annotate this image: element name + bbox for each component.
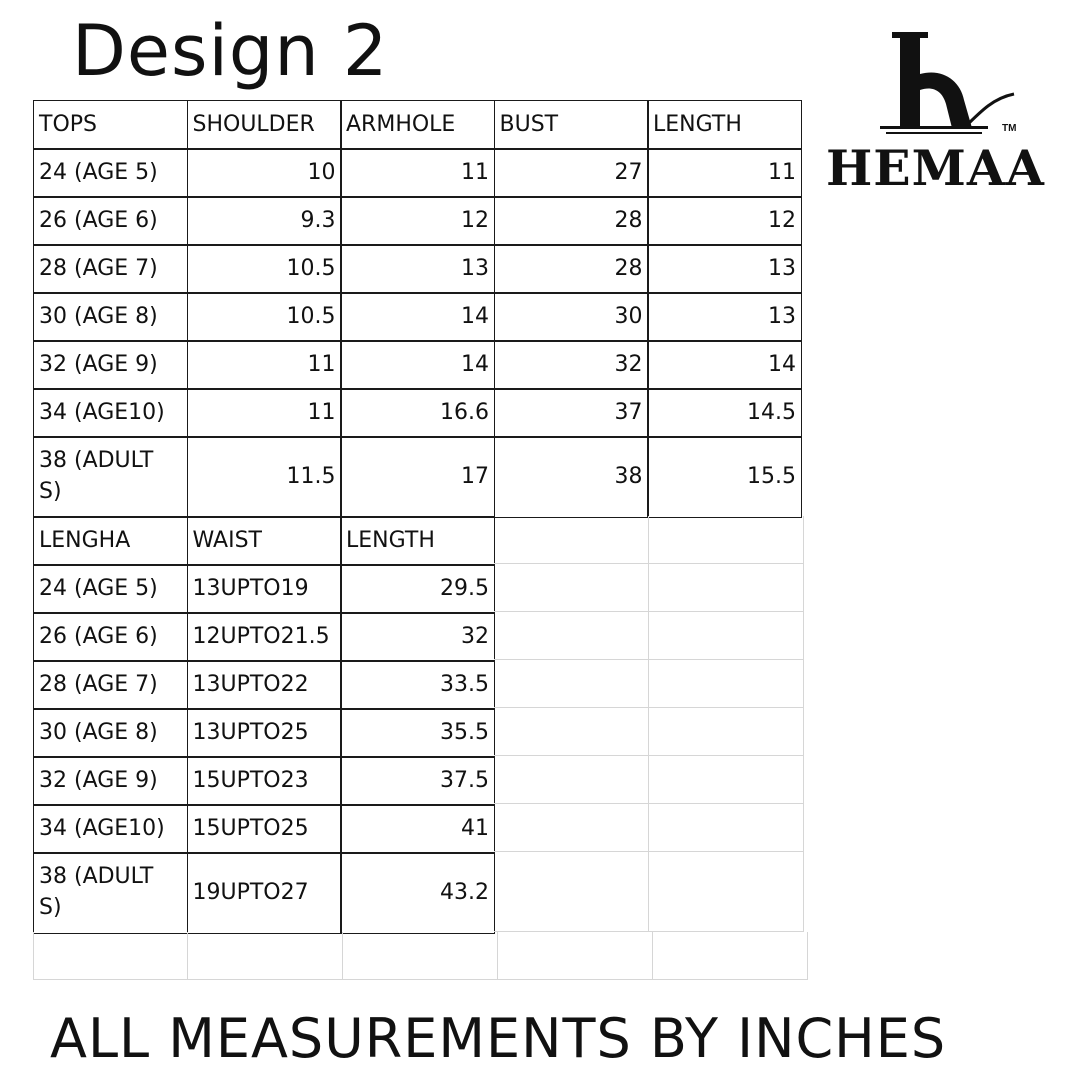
measurement-cell: 35.5: [340, 708, 495, 758]
size-label-cell: 28 (AGE 7): [33, 244, 188, 294]
column-header: ARMHOLE: [340, 100, 495, 150]
size-label-cell: 34 (AGE10): [33, 388, 188, 438]
empty-cell: [494, 564, 649, 612]
measurement-cell: 29.5: [340, 564, 495, 614]
empty-cell: [653, 932, 808, 980]
size-label-cell: 30 (AGE 8): [33, 708, 188, 758]
measurement-cell: 14: [340, 340, 495, 390]
measurement-cell: 17: [340, 436, 495, 518]
measurement-cell: 10: [187, 148, 342, 198]
measurement-cell: 13UPTO25: [187, 708, 342, 758]
measurement-cell: 30: [494, 292, 649, 342]
empty-cell: [649, 612, 804, 660]
column-header: SHOULDER: [187, 100, 342, 150]
measurement-cell: 13: [340, 244, 495, 294]
table-row: [33, 852, 804, 932]
size-chart-sheet: [33, 100, 809, 984]
brand-name: HEMAA: [826, 139, 1045, 197]
measurement-cell: 38: [494, 436, 649, 518]
measurement-cell: 13: [647, 244, 802, 294]
empty-cell: [343, 932, 498, 980]
empty-cell: [649, 660, 804, 708]
measurement-cell: 14: [647, 340, 802, 390]
column-header: LENGTH: [647, 100, 802, 150]
empty-cell: [649, 852, 804, 932]
table-row: [33, 564, 804, 612]
column-header: LENGTH: [340, 516, 495, 566]
table-row: [33, 196, 801, 244]
measurement-cell: 32: [494, 340, 649, 390]
table-row: [33, 436, 801, 516]
size-label-cell: 24 (AGE 5): [33, 564, 188, 614]
measurement-cell: 32: [340, 612, 495, 662]
measurement-cell: 11.5: [187, 436, 342, 518]
measurement-cell: 11: [187, 388, 342, 438]
table-row: [33, 612, 804, 660]
table-row: [33, 756, 804, 804]
column-header: TOPS: [33, 100, 188, 150]
measurement-cell: 37.5: [340, 756, 495, 806]
trademark-mark: TM: [1002, 123, 1017, 134]
size-label-cell: 34 (AGE10): [33, 804, 188, 854]
measurement-cell: 15UPTO25: [187, 804, 342, 854]
measurement-cell: 9.3: [187, 196, 342, 246]
size-label-cell: 38 (ADULT S): [33, 852, 188, 934]
measurement-cell: 14: [340, 292, 495, 342]
measurement-cell: 12UPTO21.5: [187, 612, 342, 662]
measurement-cell: 15UPTO23: [187, 756, 342, 806]
table-row: [33, 804, 804, 852]
empty-cell: [649, 708, 804, 756]
table-row: [33, 244, 801, 292]
page-title: Design 2: [72, 10, 389, 92]
column-header: LENGHA: [33, 516, 188, 566]
size-label-cell: 26 (AGE 6): [33, 612, 188, 662]
size-label-cell: 32 (AGE 9): [33, 340, 188, 390]
empty-cell: [649, 516, 804, 564]
empty-cell: [649, 804, 804, 852]
measurement-cell: 13: [647, 292, 802, 342]
empty-cell: [494, 756, 649, 804]
measurement-cell: 16.6: [340, 388, 495, 438]
measurement-note: ALL MEASUREMENTS BY INCHES: [50, 1007, 947, 1070]
hemaa-monogram-icon: [822, 28, 1070, 148]
measurement-cell: 11: [187, 340, 342, 390]
table-row: [33, 388, 801, 436]
measurement-cell: 27: [494, 148, 649, 198]
measurement-cell: 41: [340, 804, 495, 854]
table-row: [33, 708, 804, 756]
size-label-cell: 38 (ADULT S): [33, 436, 188, 518]
tops-header-row: [33, 100, 801, 148]
measurement-cell: 12: [647, 196, 802, 246]
empty-cell: [494, 612, 649, 660]
empty-cell: [649, 756, 804, 804]
measurement-cell: 14.5: [647, 388, 802, 438]
size-label-cell: 30 (AGE 8): [33, 292, 188, 342]
measurement-cell: 33.5: [340, 660, 495, 710]
empty-cell: [494, 660, 649, 708]
column-header: BUST: [494, 100, 649, 150]
brand-logo: [822, 28, 1070, 197]
table-row: [33, 340, 801, 388]
empty-cell: [494, 804, 649, 852]
measurement-cell: 12: [340, 196, 495, 246]
table-row: [33, 148, 801, 196]
empty-cell: [188, 932, 343, 980]
empty-cell: [494, 852, 649, 932]
measurement-cell: 37: [494, 388, 649, 438]
size-label-cell: 32 (AGE 9): [33, 756, 188, 806]
measurement-cell: 43.2: [340, 852, 495, 934]
empty-cell: [33, 932, 188, 980]
lengha-header-row: [33, 516, 804, 564]
table-row: [33, 660, 804, 708]
measurement-cell: 28: [494, 244, 649, 294]
measurement-cell: 11: [340, 148, 495, 198]
table-row: [33, 292, 801, 340]
measurement-cell: 10.5: [187, 292, 342, 342]
empty-cell: [494, 516, 649, 564]
measurement-cell: 19UPTO27: [187, 852, 342, 934]
empty-row: [33, 932, 808, 980]
empty-cell: [498, 932, 653, 980]
measurement-cell: 15.5: [647, 436, 802, 518]
size-label-cell: 24 (AGE 5): [33, 148, 188, 198]
size-label-cell: 26 (AGE 6): [33, 196, 188, 246]
measurement-cell: 13UPTO19: [187, 564, 342, 614]
size-label-cell: 28 (AGE 7): [33, 660, 188, 710]
measurement-cell: 10.5: [187, 244, 342, 294]
measurement-cell: 13UPTO22: [187, 660, 342, 710]
column-header: WAIST: [187, 516, 342, 566]
empty-cell: [649, 564, 804, 612]
measurement-cell: 11: [647, 148, 802, 198]
empty-cell: [494, 708, 649, 756]
measurement-cell: 28: [494, 196, 649, 246]
